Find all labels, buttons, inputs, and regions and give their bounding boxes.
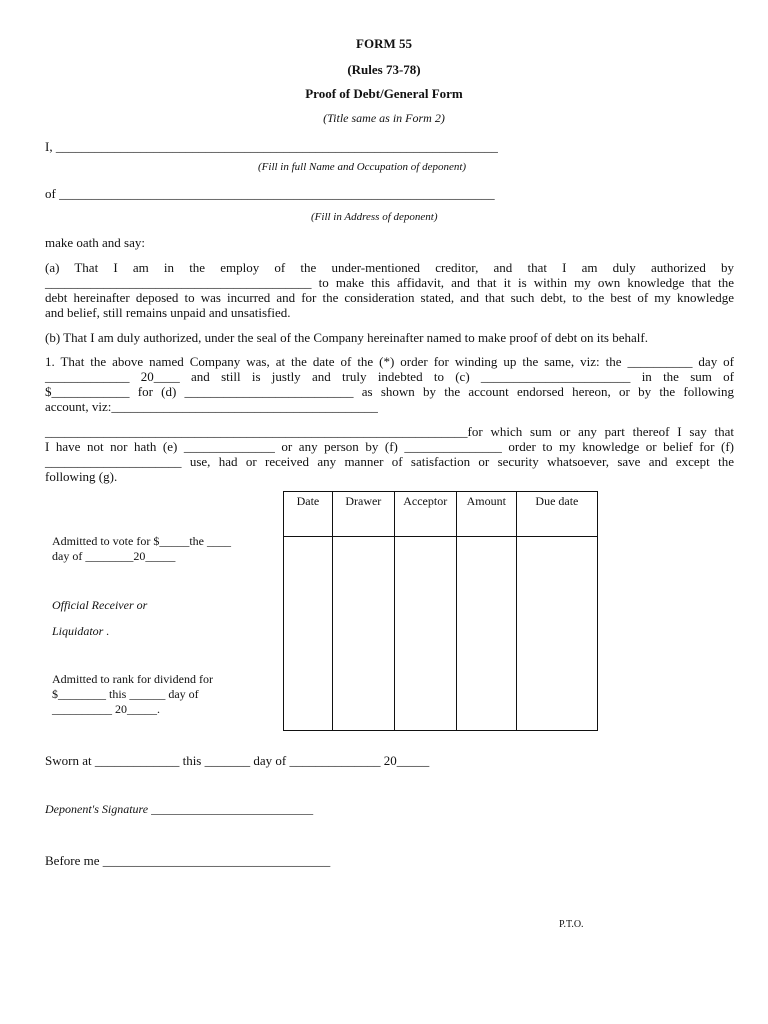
pto-marker: P.T.O. (559, 919, 584, 930)
cell-date[interactable] (284, 537, 333, 731)
deponent-name-hint: (Fill in full Name and Occupation of deponent) (258, 161, 467, 173)
para-1-line-1: 1. That the above named Company was, at the date of the (*) order for winding up the same, viz: the __________ day of (45, 354, 734, 369)
para-2-line-4: following (g). (45, 469, 118, 484)
para-2-line-2: I have not nor hath (e) ______________ or any person by (f) _______________ order to my knowledge or belief for (f) (45, 439, 734, 454)
signature-label: Deponent's Signature (45, 802, 149, 816)
table-row (284, 537, 598, 731)
para-a-line-4: and belief, still remains unpaid and unsatisfied. (45, 305, 291, 320)
signature-row[interactable] (45, 802, 313, 817)
cell-acceptor[interactable] (394, 537, 456, 731)
col-due-date-header: Due date (516, 492, 597, 537)
para-1-line-4: account, viz:_________________________________________ (45, 399, 378, 414)
rank-line-1: Admitted to rank for dividend for (52, 672, 213, 686)
form-title: Proof of Debt/General Form (305, 86, 463, 101)
signature-line[interactable]: ___________________________ (151, 802, 314, 816)
deponent-name-line[interactable]: I, ____________________________________________________________________ (45, 139, 498, 154)
col-drawer-header: Drawer (332, 492, 394, 537)
para-1-line-2: _____________ 20____ and still is justly and truly indebted to (c) _______________________ in the sum of (45, 369, 734, 384)
sworn-at-line[interactable]: Sworn at _____________ this _______ day of ______________ 20_____ (45, 753, 430, 768)
para-b: (b) That I am duly authorized, under the seal of the Company hereinafter named to make proof of debt on its behalf. (45, 330, 648, 345)
rank-line-2: $________ this ______ day of (52, 687, 199, 701)
oath-text: make oath and say: (45, 235, 145, 250)
deponent-address-hint: (Fill in Address of deponent) (311, 211, 438, 223)
form-rules: (Rules 73-78) (347, 62, 421, 77)
col-acceptor-header: Acceptor (394, 492, 456, 537)
form-subtitle: (Title same as in Form 2) (323, 111, 445, 125)
para-2-line-1: _________________________________________________________________for which sum or any part thereof I say that (45, 424, 734, 439)
official-receiver-line-2: Liquidator . (52, 624, 110, 638)
vote-line-1: Admitted to vote for $_____the ____ (52, 534, 231, 548)
rank-line-3: __________ 20_____. (52, 702, 160, 716)
cell-amount[interactable] (456, 537, 516, 731)
bill-details-table (283, 491, 598, 731)
para-1-line-3: $____________ for (d) __________________________ as shown by the account endorsed hereon, or by the following (45, 384, 734, 399)
cell-due-date[interactable] (516, 537, 597, 731)
col-date-header: Date (284, 492, 333, 537)
para-2-line-3: _____________________ use, had or received any manner of satisfaction or security whatsoever, save and except the (45, 454, 734, 469)
col-amount-header: Amount (456, 492, 516, 537)
before-me-line[interactable]: Before me ___________________________________ (45, 853, 331, 868)
table-header-row (284, 492, 598, 537)
vote-line-2: day of ________20_____ (52, 549, 176, 563)
official-receiver-line-1: Official Receiver or (52, 598, 148, 612)
deponent-address-line[interactable]: of ___________________________________________________________________ (45, 186, 495, 201)
cell-drawer[interactable] (332, 537, 394, 731)
para-a-line-1: (a) That I am in the employ of the under-mentioned creditor, and that I am duly authorized by (45, 260, 734, 275)
form-number: FORM 55 (356, 36, 412, 51)
para-a-line-2: _________________________________________ to make this affidavit, and that it is within my own knowledge that the (45, 275, 734, 290)
para-a-line-3: debt hereinafter deposed to was incurred and for the consideration stated, and that such debt, to the best of my knowledge (45, 290, 734, 305)
